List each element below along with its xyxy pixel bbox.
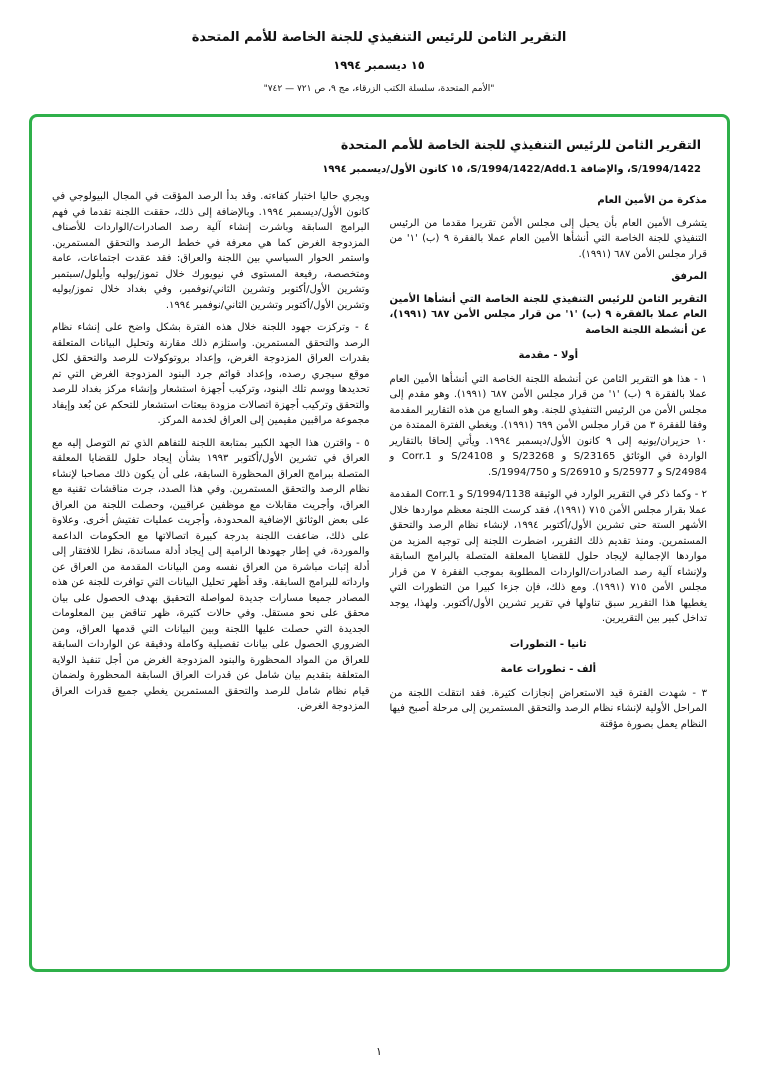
section-heading: المرفق	[671, 271, 707, 282]
document-reference: S/1994/1422، والإضافة S/1994/1422/Add.1، ١٥ كانون الأول/ديسمبر ١٩٩٤	[322, 164, 701, 175]
page-number: ١	[376, 1045, 382, 1058]
document-frame	[29, 114, 730, 972]
paragraph: ويجري حاليا اختبار كفاءته. وقد بدأ الرصد المؤقت في المجال البيولوجي في كانون الأول/ديسمبر ١٩٩٤. وبالإضافة إلى ذلك، حققت اللجنة تقدما في فهم البرامج السابقة وباشرت إنشاء آلية رصد الصادرات/الواردات للأصناف المزدوجة الغرض كما هي معرفة في خطط الرصد والتحقق المستمرين. واستمر الحوار السياسي بين اللجنة والعراق: فقد عقدت اجتماعات، عامة ومتخصصة، رفيعة المستوى في نيويورك خلال تموز/يوليه وأيلول/سبتمبر وتشرين الأول/أكتوبر وتشرين الثاني/نوفمبر، وفي بغداد خلال تموز/يوليه وتشرين الأول/أكتوبر وتشرين الثاني/نوفمبر ١٩٩٤.	[52, 191, 370, 311]
document-columns	[52, 189, 707, 739]
paragraph: يتشرف الأمين العام بأن يحيل إلى مجلس الأمن تقريرا مقدما من الرئيس التنفيذي للجنة الخاصة التي أنشأها الأمين العام عملا بالفقرة ٩ (ب) '١' من قرار مجلس الأمن ٦٨٧ (١٩٩١).	[389, 217, 708, 260]
column-left	[52, 189, 370, 739]
page-header	[0, 30, 758, 94]
column-right	[390, 189, 708, 739]
paragraph: ٤ - وتركزت جهود اللجنة خلال هذه الفترة بشكل واضح على إنشاء نظام الرصد والتحقق المستمرين. واستلزم ذلك مقارنة وتحليل البيانات المتعلقة بقدرات العراق المزدوجة الغرض، وإعداد بروتوكولات للرصد والتحقق لكل موقع سيجري رصده، وإعداد قوائم جرد البنود المزدوجة الغرض التي تم تحديدها ووسم تلك البنود، وتركيب أجهزة استشعار وإنشاء مركز بغداد للرصد والتحقق وتركيب أجهزة اتصالات مزودة ببعثات استشعار للتحكم عن بُعد وإيفاد مجموعة مراقبين مقيمين إلى العراق لخدمة المركز.	[52, 322, 370, 426]
header-title: التقرير الثامن للرئيس التنفيذي للجنة الخاصة للأمم المتحدة	[191, 30, 567, 45]
section-heading: مذكرة من الأمين العام	[597, 195, 707, 206]
paragraph: ٥ - واقترن هذا الجهد الكبير بمتابعة اللجنة للتفاهم الذي تم التوصل إليه مع العراق في تشرين الأول/أكتوبر ١٩٩٣ بشأن إيجاد حلول للقضايا المعلقة المتصلة ببرامج العراق المحظورة السابقة، على أن يكون ذلك مصاحبا لإنشاء نظام الرصد والتحقق المستمرين. وفي هذا الصدد، جرت مناقشات تقنية مع العراق، وأجريت مقابلات مع موظفين عراقيين، وحصلت اللجنة من العراق على بعض الوثائق الإضافية المحدودة، وأجريت عمليات تفتيش أخرى. وعلاوة على ذلك، ضاعفت اللجنة بدرجة كبيرة اتصالاتها مع الحكومات الداعمة والموردة، في إطار جهودها الرامية إلى إيجاد أدلة مساندة، نظرا للافتقار إلى أدلة إثبات مباشرة من العراق نفسه ومن البيانات المقدمة من العراق عن وارداته للبرامج السابقة. وقد أظهر تحليل البيانات التي توافرت للجنة عن هذه المصادر جميعا مسارات جديدة لمواصلة التحقيق بهدف الحصول على بيان محقق على نحو مستقل. وفي حالات كثيرة، ظهر تناقض بين المعلومات الجديدة التي حصلت عليها اللجنة وبين البيانات التي قدمها العراق، ومن الضروري الحصول على بيانات تفصيلية وكاملة ودقيقة عن الواردات السابقة للعراق من المواد المحظورة والبنود المزدوجة الغرض من أجل تنفيذ الولاية المتعلقة بتقديم بيان شامل عن قدرات العراق السابقة المحظورة ولضمان قيام نظام شامل للرصد والتحقق المستمرين يغطي جميع قدرات العراق المزدوجة الغرض.	[52, 437, 370, 712]
section-heading: ثانيا - التطورات	[509, 638, 587, 650]
paragraph: ٢ - وكما ذكر في التقرير الوارد في الوثيقة S/1994/1138 و Corr.1 المقدمة عملا بقرار مجلس الأمن ٧١٥ (١٩٩١)، فقد كرست اللجنة معظم مواردها خلال الأشهر الستة حتى تشرين الأول/أكتوبر ١٩٩٤، لإنشاء نظام الرصد والتحقق المستمرين. ومنذ تقديم ذلك التقرير، اضطرت اللجنة إلى توجيه المزيد من مواردها الإجمالية لإيجاد حلول للقضايا المعلقة المتصلة بالبرامج السابقة ولإنشاء آلية رصد الصادرات/الواردات المطلوبة بموجب الفقرة ٧ من قرار مجلس الأمن ٧١٥ (١٩٩١). ومع ذلك، فإن جزءا كبيرا من التطورات التي يغطيها هذا التقرير سبق تناولها في تقرير تشرين الأول/أكتوبر. ولهذا، يوجد تداخل كبير بين التقريرين.	[389, 489, 708, 624]
section-heading: ألف - تطورات عامة	[500, 664, 597, 675]
section-heading: أولا - مقدمة	[518, 350, 579, 361]
header-date: ١٥ ديسمبر ١٩٩٤	[333, 58, 425, 72]
paragraph: التقرير الثامن للرئيس التنفيذي للجنة الخاصة التي أنشأها الأمين العام عملا بالفقرة ٩ (ب) '١' من قرار مجلس الأمن ٦٨٧ (١٩٩١)، عن أنشطة اللجنة الخاصة	[389, 293, 707, 336]
paragraph: ٣ - شهدت الفترة قيد الاستعراض إنجازات كثيرة. فقد انتقلت اللجنة من المراحل الأولية لإنشاء نظام الرصد والتحقق المستمرين إلى مرحلة أصبح فيها النظام يعمل بصورة مؤقتة	[389, 687, 707, 730]
header-source-citation: "الأمم المتحدة، سلسلة الكتب الزرقاء، مج ٩، ص ٧٢١ — ٧٤٢"	[263, 84, 495, 94]
page-footer	[0, 1045, 758, 1058]
paragraph: ١ - هذا هو التقرير الثامن عن أنشطة اللجنة الخاصة التي أنشأها الأمين العام عملا بالفقرة ٩ (ب) '١' من قرار مجلس الأمن ٦٨٧ (١٩٩١). وهو مقدم إلى مجلس الأمن من الرئيس التنفيذي للجنة. وهو السابع من هذه التقارير المقدمة وفقا للفقرة ٣ من قرار مجلس الأمن ٦٩٩ (١٩٩١). ويغطي الفترة الممتدة من ١٠ حزيران/يونيه إلى ٩ كانون الأول/ديسمبر ١٩٩٤. ويأتي إلحاقا بالتقارير الواردة في الوثائق S/23165 و S/23268 و S/24108 و Corr.1 و S/24984 و S/25977 و S/26910 و S/1994/750.	[389, 373, 707, 478]
document-title: التقرير الثامن للرئيس التنفيذي للجنة الخاصة للأمم المتحدة	[340, 137, 701, 152]
